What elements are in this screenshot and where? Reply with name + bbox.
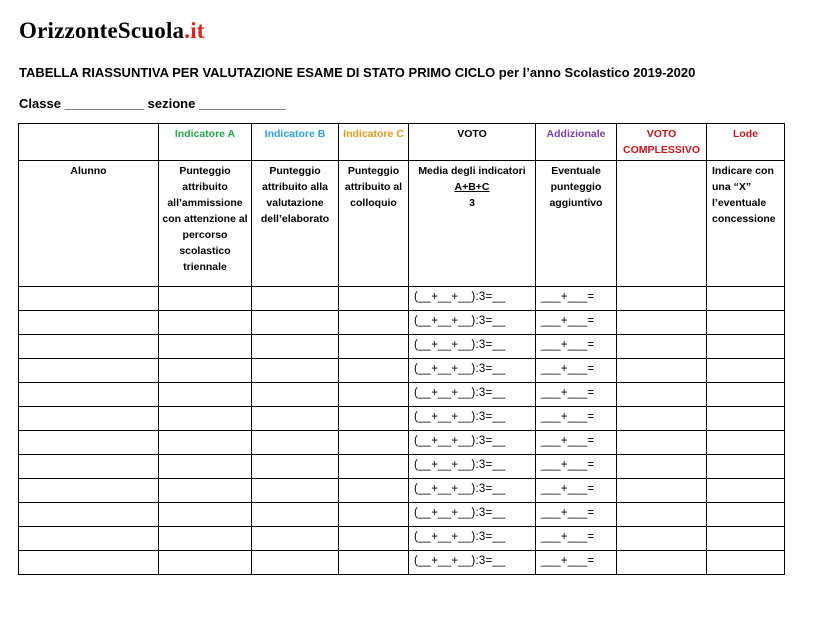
lode-cell[interactable] (707, 503, 785, 527)
voto-complessivo-cell[interactable] (617, 359, 707, 383)
voto-complessivo-cell[interactable] (617, 431, 707, 455)
logo-domain: .it (184, 18, 205, 43)
document-title: TABELLA RIASSUNTIVA PER VALUTAZIONE ESAME DI STATO PRIMO CICLO per l’anno Scolastico 2019-2020 (19, 65, 696, 80)
indicatore-a-cell[interactable] (159, 407, 252, 431)
header-indicatore-c: Indicatore C (339, 124, 409, 161)
media-label: Media degli indicatori (418, 165, 526, 177)
desc-eventuale-punteggio: Eventuale punteggio aggiuntivo (536, 161, 617, 287)
indicatore-b-cell[interactable] (252, 503, 339, 527)
header-row (19, 124, 785, 161)
indicatore-a-cell[interactable] (159, 383, 252, 407)
desc-punteggio-elaborato: Punteggio attribuito alla valutazione dell’elaborato (252, 161, 339, 287)
table-row (19, 431, 785, 455)
voto-cell: (__+__+__):3=__ (409, 383, 536, 407)
description-row (19, 161, 785, 287)
header-voto: VOTO (409, 124, 536, 161)
indicatore-b-cell[interactable] (252, 431, 339, 455)
table-row (19, 503, 785, 527)
indicatore-a-cell[interactable] (159, 551, 252, 575)
alunno-cell[interactable] (19, 359, 159, 383)
lode-cell[interactable] (707, 287, 785, 311)
indicatore-c-cell[interactable] (339, 287, 409, 311)
indicatore-a-cell[interactable] (159, 431, 252, 455)
lode-cell[interactable] (707, 431, 785, 455)
indicatore-a-cell[interactable] (159, 455, 252, 479)
addizionale-cell: ___+___= (536, 527, 617, 551)
desc-lode: Indicare con una “X” l’eventuale concessione (707, 161, 785, 287)
alunno-cell[interactable] (19, 551, 159, 575)
indicatore-c-cell[interactable] (339, 311, 409, 335)
site-logo (19, 16, 205, 46)
indicatore-c-cell[interactable] (339, 551, 409, 575)
voto-complessivo-cell[interactable] (617, 311, 707, 335)
lode-cell[interactable] (707, 551, 785, 575)
indicatore-c-cell[interactable] (339, 455, 409, 479)
lode-cell[interactable] (707, 455, 785, 479)
addizionale-cell: ___+___= (536, 383, 617, 407)
indicatore-c-cell[interactable] (339, 431, 409, 455)
alunno-cell[interactable] (19, 311, 159, 335)
indicatore-b-cell[interactable] (252, 287, 339, 311)
voto-complessivo-cell[interactable] (617, 335, 707, 359)
class-section-line: Classe ___________ sezione ____________ (19, 96, 286, 111)
table-row (19, 479, 785, 503)
lode-cell[interactable] (707, 335, 785, 359)
table-row (19, 455, 785, 479)
indicatore-b-cell[interactable] (252, 551, 339, 575)
voto-cell: (__+__+__):3=__ (409, 503, 536, 527)
desc-voto-complessivo (617, 161, 707, 287)
alunno-cell[interactable] (19, 383, 159, 407)
lode-cell[interactable] (707, 311, 785, 335)
logo-text: OrizzonteScuola (19, 18, 185, 43)
alunno-cell[interactable] (19, 527, 159, 551)
addizionale-cell: ___+___= (536, 335, 617, 359)
evaluation-table (18, 123, 785, 575)
media-numerator: A+B+C (454, 181, 490, 193)
indicatore-c-cell[interactable] (339, 407, 409, 431)
desc-media (409, 161, 536, 287)
voto-complessivo-cell[interactable] (617, 287, 707, 311)
voto-cell: (__+__+__):3=__ (409, 311, 536, 335)
voto-cell: (__+__+__):3=__ (409, 287, 536, 311)
header-indicatore-a: Indicatore A (159, 124, 252, 161)
addizionale-cell: ___+___= (536, 407, 617, 431)
indicatore-c-cell[interactable] (339, 383, 409, 407)
indicatore-b-cell[interactable] (252, 527, 339, 551)
indicatore-a-cell[interactable] (159, 287, 252, 311)
table-row (19, 287, 785, 311)
table-row (19, 407, 785, 431)
alunno-cell[interactable] (19, 455, 159, 479)
voto-complessivo-cell[interactable] (617, 527, 707, 551)
voto-cell: (__+__+__):3=__ (409, 455, 536, 479)
indicatore-b-cell[interactable] (252, 335, 339, 359)
voto-complessivo-cell[interactable] (617, 551, 707, 575)
indicatore-b-cell[interactable] (252, 407, 339, 431)
voto-complessivo-cell[interactable] (617, 479, 707, 503)
indicatore-b-cell[interactable] (252, 359, 339, 383)
voto-complessivo-cell[interactable] (617, 503, 707, 527)
voto-cell: (__+__+__):3=__ (409, 359, 536, 383)
table-row (19, 527, 785, 551)
indicatore-b-cell[interactable] (252, 479, 339, 503)
desc-alunno: Alunno (19, 161, 159, 287)
indicatore-c-cell[interactable] (339, 335, 409, 359)
indicatore-a-cell[interactable] (159, 503, 252, 527)
addizionale-cell: ___+___= (536, 287, 617, 311)
voto-cell: (__+__+__):3=__ (409, 479, 536, 503)
lode-cell[interactable] (707, 359, 785, 383)
alunno-cell[interactable] (19, 431, 159, 455)
student-rows (19, 287, 785, 575)
table-row (19, 551, 785, 575)
header-voto-complessivo: VOTO COMPLESSIVO (617, 124, 707, 161)
voto-complessivo-cell[interactable] (617, 383, 707, 407)
addizionale-cell: ___+___= (536, 311, 617, 335)
indicatore-a-cell[interactable] (159, 527, 252, 551)
addizionale-cell: ___+___= (536, 479, 617, 503)
indicatore-b-cell[interactable] (252, 455, 339, 479)
lode-cell[interactable] (707, 527, 785, 551)
voto-cell: (__+__+__):3=__ (409, 335, 536, 359)
voto-complessivo-cell[interactable] (617, 407, 707, 431)
indicatore-b-cell[interactable] (252, 311, 339, 335)
indicatore-a-cell[interactable] (159, 479, 252, 503)
alunno-cell[interactable] (19, 335, 159, 359)
voto-cell: (__+__+__):3=__ (409, 431, 536, 455)
table-row (19, 383, 785, 407)
alunno-cell[interactable] (19, 407, 159, 431)
table-row (19, 359, 785, 383)
indicatore-b-cell[interactable] (252, 383, 339, 407)
header-indicatore-b: Indicatore B (252, 124, 339, 161)
table-row (19, 311, 785, 335)
media-denominator: 3 (469, 197, 475, 209)
header-addizionale: Addizionale (536, 124, 617, 161)
table-row (19, 335, 785, 359)
indicatore-c-cell[interactable] (339, 527, 409, 551)
voto-complessivo-cell[interactable] (617, 455, 707, 479)
alunno-cell[interactable] (19, 287, 159, 311)
addizionale-cell: ___+___= (536, 359, 617, 383)
voto-cell: (__+__+__):3=__ (409, 551, 536, 575)
indicatore-c-cell[interactable] (339, 359, 409, 383)
indicatore-a-cell[interactable] (159, 335, 252, 359)
indicatore-a-cell[interactable] (159, 311, 252, 335)
lode-cell[interactable] (707, 383, 785, 407)
lode-cell[interactable] (707, 407, 785, 431)
voto-cell: (__+__+__):3=__ (409, 527, 536, 551)
addizionale-cell: ___+___= (536, 503, 617, 527)
desc-punteggio-ammissione: Punteggio attribuito all’ammissione con attenzione al percorso scolastico triennale (159, 161, 252, 287)
addizionale-cell: ___+___= (536, 551, 617, 575)
alunno-cell[interactable] (19, 479, 159, 503)
voto-cell: (__+__+__):3=__ (409, 407, 536, 431)
indicatore-c-cell[interactable] (339, 503, 409, 527)
lode-cell[interactable] (707, 479, 785, 503)
header-empty-cell (19, 124, 159, 161)
addizionale-cell: ___+___= (536, 431, 617, 455)
indicatore-a-cell[interactable] (159, 359, 252, 383)
alunno-cell[interactable] (19, 503, 159, 527)
indicatore-c-cell[interactable] (339, 479, 409, 503)
header-lode: Lode (707, 124, 785, 161)
addizionale-cell: ___+___= (536, 455, 617, 479)
desc-punteggio-colloquio: Punteggio attribuito al colloquio (339, 161, 409, 287)
